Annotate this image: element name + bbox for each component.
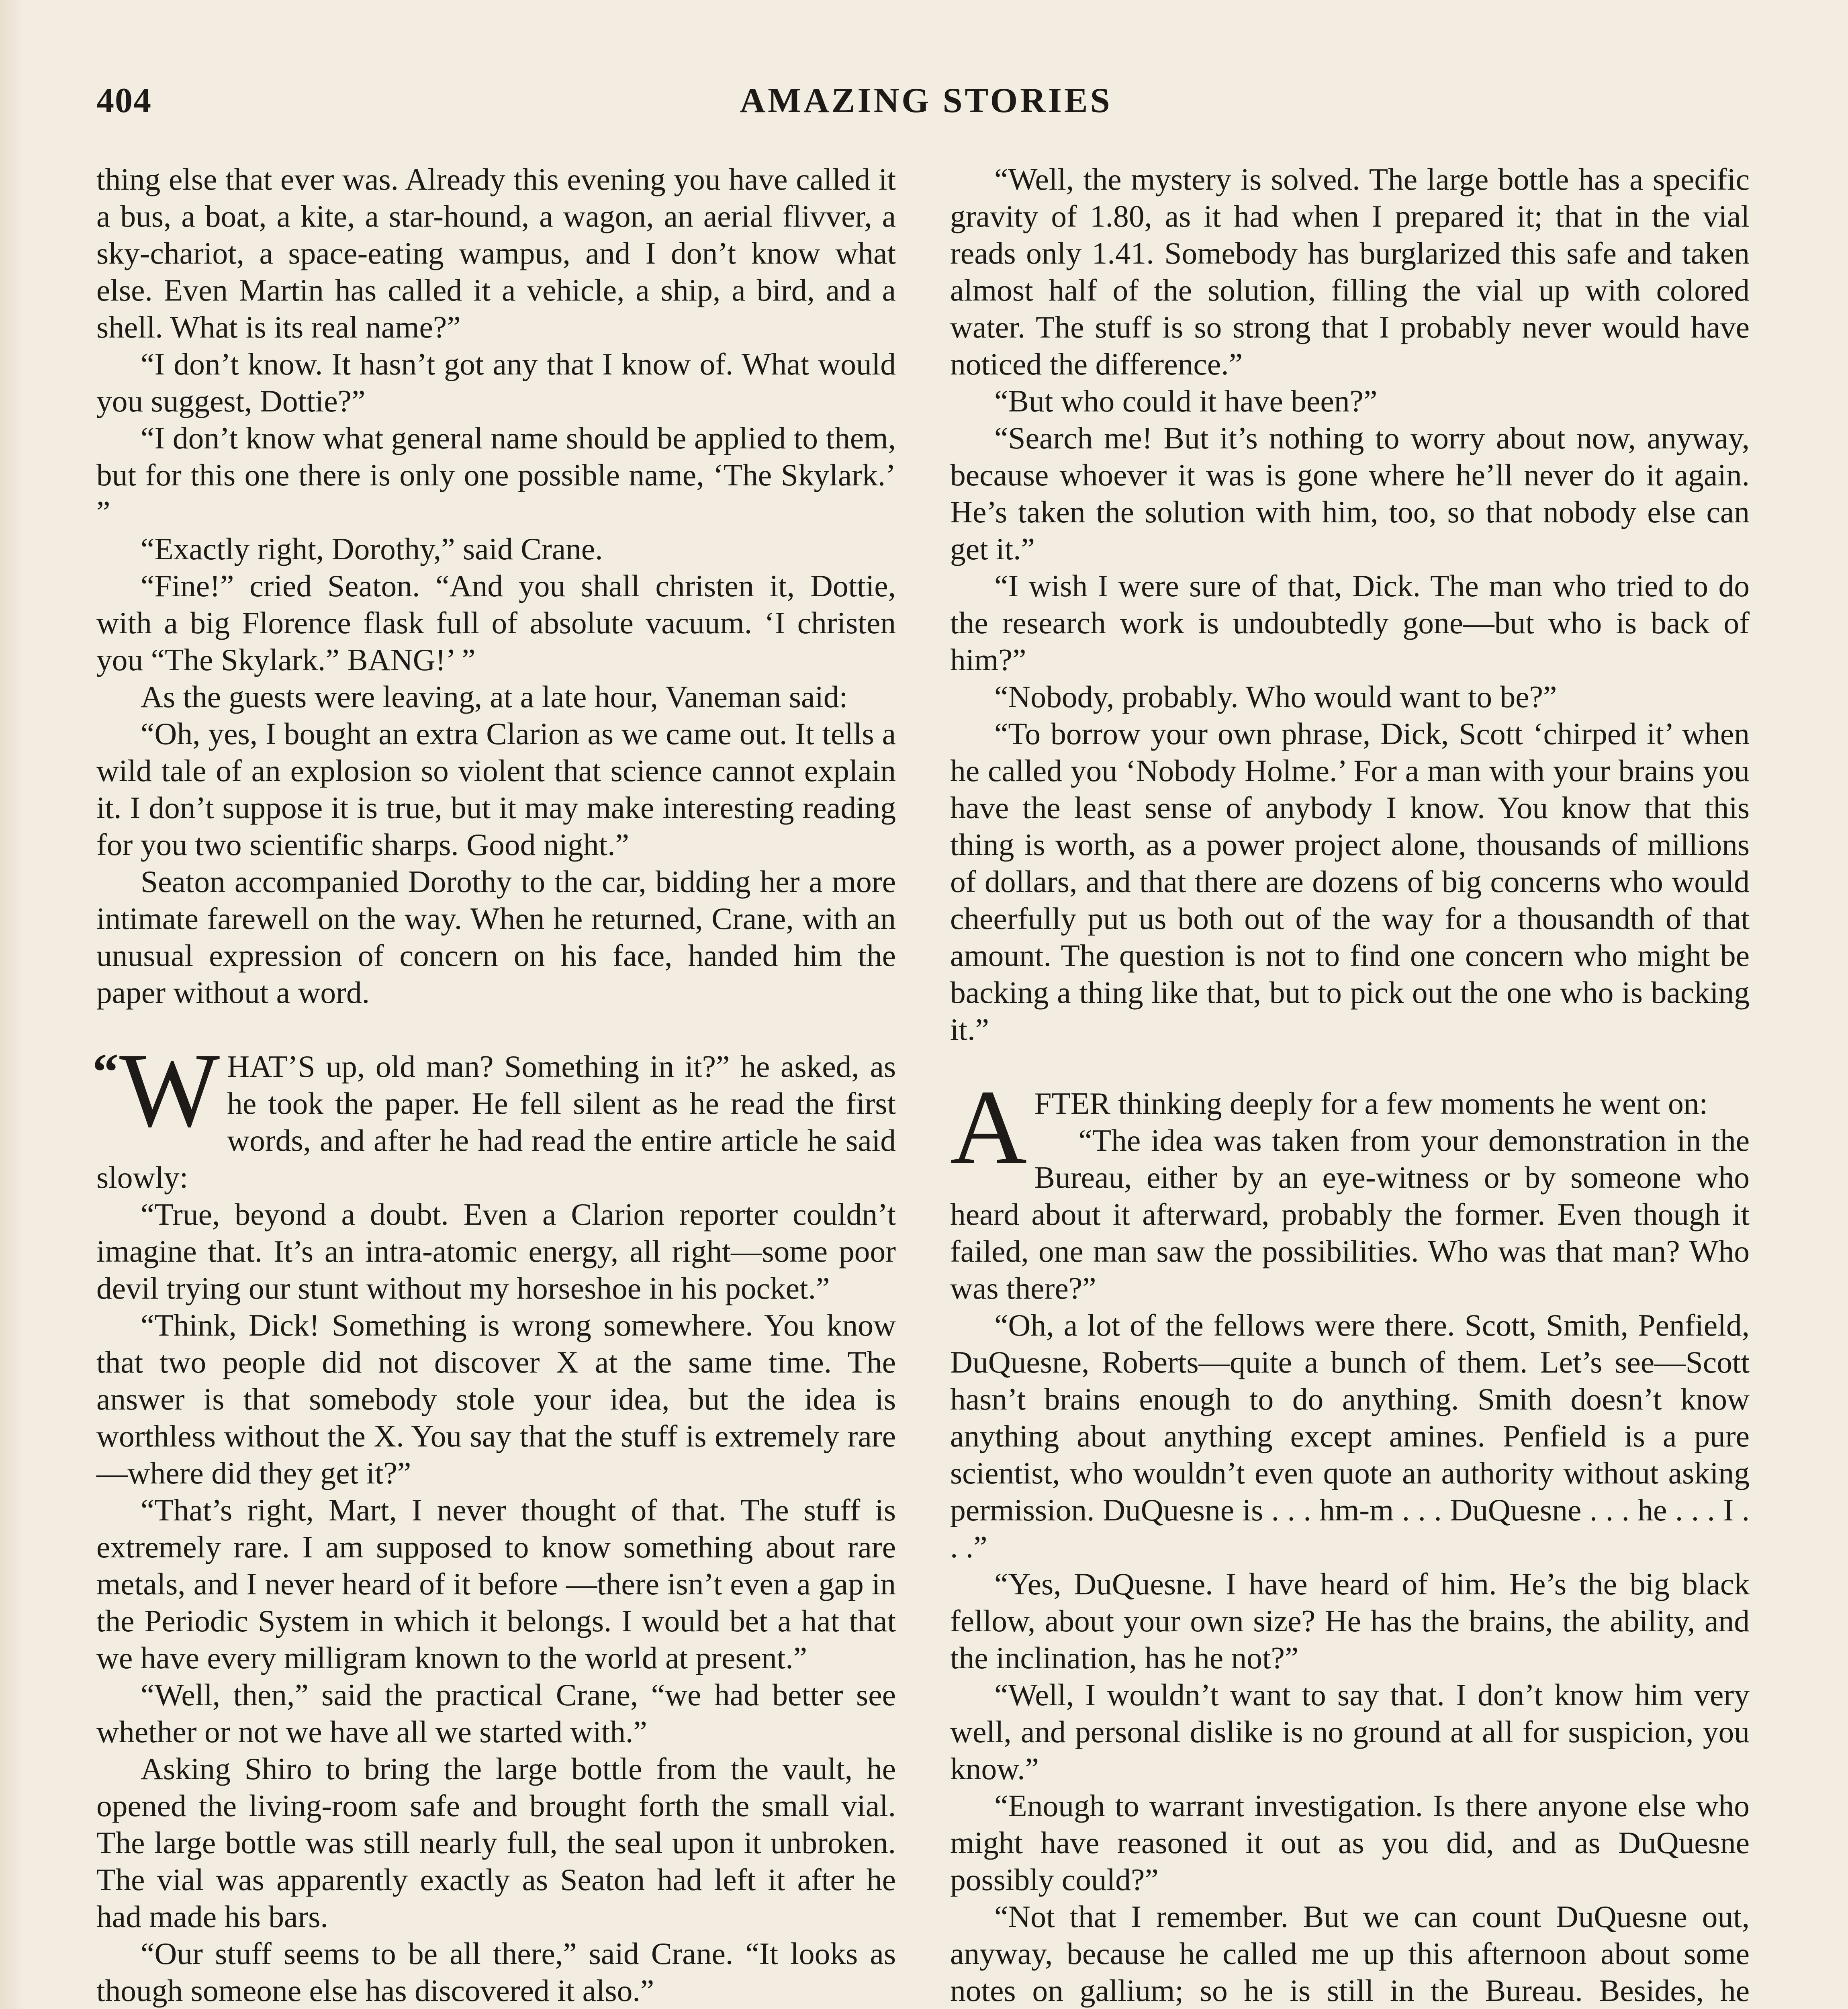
paragraph: “That’s right, Mart, I never thought of that. The stuff is extremely rare. I am supposed to know something about rare metals, and I never heard of it before —there isn’t even a gap in the Periodic System in which it belongs. I would bet a hat that we have every milligram known to the world at present.” xyxy=(96,1493,896,1675)
paragraph-text: FTER thinking deeply for a few moments he went on: xyxy=(1034,1086,1708,1121)
paragraph: “But who could it have been?” xyxy=(994,384,1378,418)
paragraph: thing else that ever was. Already this evening you have called it a bus, a boat, a kite, a star-hound, a wagon, an aerial flivver, a sky-chariot, a space-eating wampus, and I don’t know what else. Even Martin has called it a vehicle, a ship, a bird, and a shell. What is its real name?” xyxy=(96,162,896,344)
page-number: 404 xyxy=(96,81,152,120)
drop-cap-letter: A xyxy=(950,1068,1027,1186)
paragraph: “Fine!” cried Seaton. “And you shall christen it, Dottie, with a big Florence flask full of absolute vacuum. ‘I christen you “The Skylark.” BANG!’ ” xyxy=(96,569,896,677)
section-start-paragraph xyxy=(950,1068,1750,1186)
drop-cap-letter: W xyxy=(119,1031,220,1149)
section-start-paragraph xyxy=(92,1031,896,1196)
page-edge xyxy=(0,0,24,2009)
paragraph: “Our stuff seems to be all there,” said Crane. “It looks as though someone else has discovered it also.” xyxy=(96,1936,896,2008)
paragraph: “Well, then,” said the practical Crane, “we had better see whether or not we have all we started with.” xyxy=(96,1678,896,1749)
paragraph: “To borrow your own phrase, Dick, Scott ‘chirped it’ when he called you ‘Nobody Holme.’ For a man with your brains you have the least sense of anybody I know. You know that this thing is worth, as a power project alone, thousands of millions of dollars, and that there are dozens of big concerns who would cheerfully put us both out of the way for a thousandth of that amount. The question is not to find one concern who might be backing a thing like that, but to pick out the one who is backing it.” xyxy=(950,716,1750,1047)
paragraph: “The idea was taken from your demonstration in the Bureau, either by an eye-witness or by someone who heard about it afterward, probably the former. Even though it failed, one man saw the possibilities. Who was that man? Who was there?” xyxy=(950,1123,1750,1305)
paragraph: Seaton accompanied Dorothy to the car, bidding her a more intimate farewell on the way. When he returned, Crane, with an unusual expression of concern on his face, handed him the paper without a word. xyxy=(96,864,896,1010)
paragraph: “Oh, a lot of the fellows were there. Scott, Smith, Penfield, DuQuesne, Roberts—quite a bunch of them. Let’s see—Scott hasn’t brains enough to do anything. Smith doesn’t know anything about anything except amines. Penfield is a pure scientist, who wouldn’t even quote an authority without asking permission. DuQuesne is . . . hm-m . . . DuQuesne . . . he . . . I . . .” xyxy=(950,1308,1750,1564)
paragraph: “Enough to warrant investigation. Is there anyone else who might have reasoned it out as you did, and as DuQuesne possibly could?” xyxy=(950,1788,1750,1897)
paragraph: “Not that I remember. But we can count DuQuesne out, anyway, because he called me up this afternoon about some notes on gallium; so he is still in the Bureau. Besides, he xyxy=(950,1899,1750,2008)
paragraph-text: HAT’S up, old man? Something in it?” he asked, as he took the paper. He fell silent as he read the first words, and after he had read the entire article he said slowly: xyxy=(96,1049,896,1195)
paragraph: “Well, the mystery is solved. The large bottle has a specific gravity of 1.80, as it had when I prepared it; that in the vial reads only 1.41. Somebody has burglarized this safe and taken almost half of the solution, filling the vial up with colored water. The stuff is so strong that I probably never would have noticed the difference.” xyxy=(950,162,1750,381)
paragraph: “I don’t know. It hasn’t got any that I know of. What would you suggest, Dottie?” xyxy=(96,347,896,418)
paragraph: “Search me! But it’s nothing to worry about now, anyway, because whoever it was is gone where he’ll never do it again. He’s taken the solution with him, too, so that nobody else can get it.” xyxy=(950,421,1750,566)
paragraph: “Nobody, probably. Who would want to be?” xyxy=(994,679,1557,714)
paragraph: “Yes, DuQuesne. I have heard of him. He’s the big black fellow, about your own size? He has the brains, the ability, and the inclination, has he not?” xyxy=(950,1567,1750,1675)
right-column xyxy=(950,161,1750,2009)
left-column xyxy=(92,161,896,2009)
paragraph: “Well, I wouldn’t want to say that. I don’t know him very well, and personal dislike is no ground at all for suspicion, you know.” xyxy=(950,1678,1750,1786)
paragraph: Asking Shiro to bring the large bottle from the vault, he opened the living-room safe and brought forth the small vial. The large bottle was still nearly full, the seal upon it unbroken. The vial was apparently exactly as Seaton had left it after he had made his bars. xyxy=(96,1751,896,1934)
paragraph: “I don’t know what general name should be applied to them, but for this one there is only one possible name, ‘The Skylark.’ ” xyxy=(96,421,896,529)
opening-quote-mark: “ xyxy=(92,1043,119,1101)
paragraph: “Oh, yes, I bought an extra Clarion as we came out. It tells a wild tale of an explosion so violent that science cannot explain it. I don’t suppose it is true, but it may make interesting reading for you two scientific sharps. Good night.” xyxy=(96,716,896,862)
paragraph: “True, beyond a doubt. Even a Clarion reporter couldn’t imagine that. It’s an intra-atomic energy, all right—some poor devil trying our stunt without my horseshoe in his pocket.” xyxy=(96,1197,896,1305)
magazine-title: AMAZING STORIES xyxy=(740,81,1112,120)
paragraph: As the guests were leaving, at a late hour, Vaneman said: xyxy=(141,679,848,714)
paragraph: “Think, Dick! Something is wrong somewhere. You know that two people did not discover X at the same time. The answer is that somebody stole your idea, but the idea is worthless without the X. You say that the stuff is extremely rare—where did they get it?” xyxy=(96,1308,896,1490)
page-header xyxy=(96,80,1756,137)
paragraph: “I wish I were sure of that, Dick. The man who tried to do the research work is undoubtedly gone—but who is back of him?” xyxy=(950,569,1750,677)
paragraph: “Exactly right, Dorothy,” said Crane. xyxy=(141,532,603,566)
